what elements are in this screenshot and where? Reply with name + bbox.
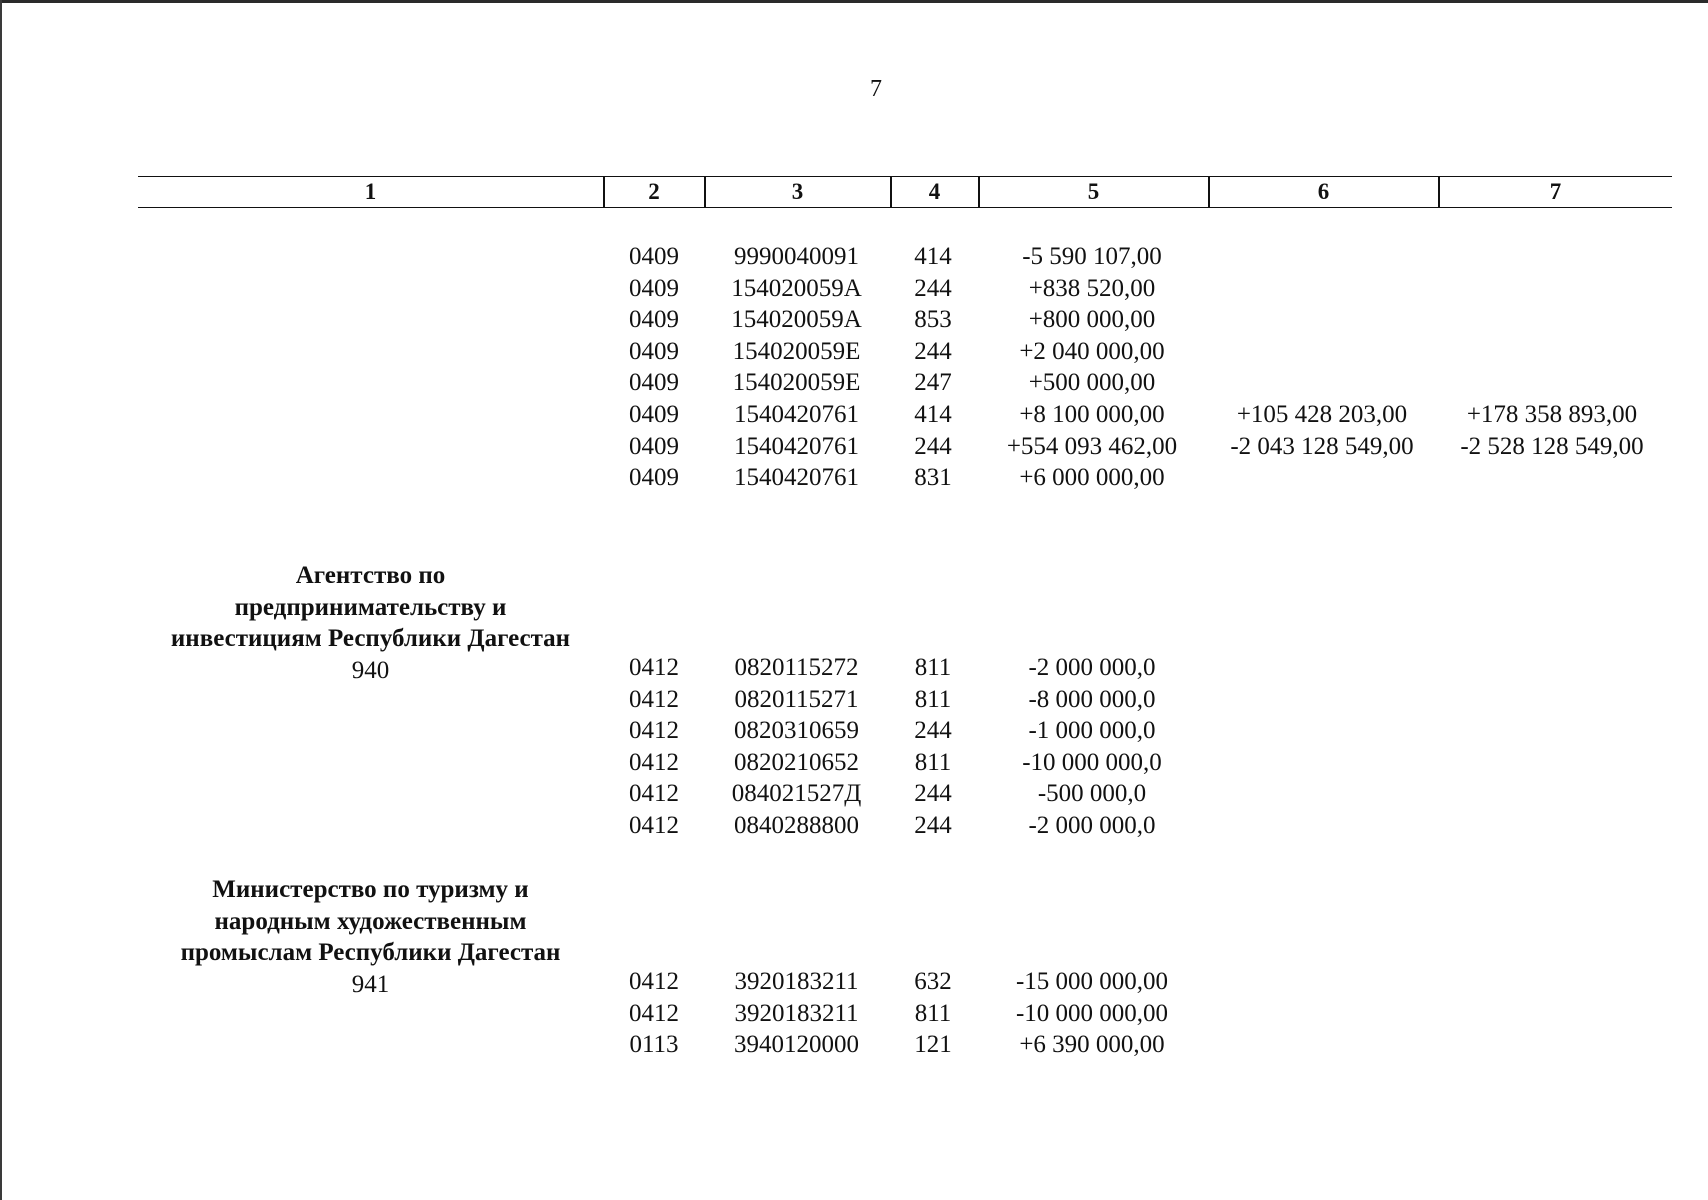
section3-rows [604, 966, 1672, 1061]
cell-amount: -500 000,0 [1037, 780, 1147, 808]
cell-section: 0409 [629, 400, 679, 428]
cell-expense-type: 244 [914, 432, 952, 460]
cell-expense-type: 244 [914, 811, 952, 839]
org-block-941 [138, 874, 603, 1000]
cell-target-article: 9990040091 [734, 243, 859, 270]
cell-amount: +6 390 000,00 [1019, 1031, 1165, 1059]
table-row [604, 652, 1672, 684]
cell-target-article: 1540420761 [734, 400, 859, 428]
cell-amount-year2: +105 428 203,00 [1236, 400, 1408, 428]
cell-target-article: 3920183211 [734, 999, 859, 1027]
cell-expense-type: 811 [914, 748, 952, 776]
cell-amount-year3: +178 358 893,00 [1466, 400, 1638, 428]
cell-target-article: 0820310659 [734, 717, 859, 745]
table-row [604, 998, 1672, 1030]
table-row [604, 304, 1672, 336]
cell-amount: -1 000 000,0 [1028, 717, 1156, 745]
table-row [604, 810, 1672, 842]
org-block-940 [138, 560, 603, 686]
page-number: 7 [870, 76, 882, 102]
org-name-line: народным художественным [214, 907, 527, 935]
cell-section: 0409 [629, 464, 679, 492]
header-col-1: 1 [364, 179, 377, 204]
cell-amount: -2 000 000,0 [1028, 811, 1156, 839]
scan-edge-left [0, 0, 2, 1200]
header-col-7: 7 [1549, 179, 1562, 204]
org-name-line: промыслам Республики Дагестан [180, 939, 561, 966]
cell-amount: +554 093 462,00 [1006, 432, 1178, 460]
cell-section: 0409 [629, 243, 679, 270]
cell-section: 0409 [629, 274, 679, 302]
table-row [604, 336, 1672, 368]
cell-expense-type: 414 [914, 400, 952, 428]
table-row [604, 462, 1672, 494]
cell-target-article: 0820210652 [734, 748, 859, 776]
table-row [604, 747, 1672, 779]
table-row [604, 966, 1672, 998]
table-row [604, 778, 1672, 810]
org-name-line: инвестициям Республики Дагестан [170, 625, 571, 652]
org-name-line: Агентство по [295, 562, 446, 589]
cell-expense-type: 831 [914, 464, 952, 492]
cell-section: 0412 [629, 968, 679, 995]
scan-edge-top [0, 0, 1708, 3]
cell-section: 0412 [629, 654, 679, 681]
table-row [604, 684, 1672, 716]
table-row [604, 715, 1672, 747]
section1-rows [604, 241, 1672, 494]
cell-amount: -8 000 000,0 [1028, 685, 1156, 713]
cell-expense-type: 244 [914, 337, 952, 365]
cell-amount: -5 590 107,00 [1022, 243, 1162, 270]
header-col-3: 3 [791, 179, 804, 204]
cell-target-article: 154020059A [731, 306, 862, 334]
cell-target-article: 0820115271 [734, 685, 859, 713]
cell-target-article: 154020059E [732, 369, 861, 397]
cell-amount-year2: -2 043 128 549,00 [1230, 432, 1414, 460]
table-row [604, 431, 1672, 463]
cell-expense-type: 244 [914, 717, 952, 745]
table-row [604, 399, 1672, 431]
table-row [604, 367, 1672, 399]
cell-target-article: 154020059E [732, 337, 861, 365]
cell-section: 0412 [629, 717, 679, 745]
cell-section: 0412 [629, 999, 679, 1027]
header-col-6: 6 [1317, 179, 1330, 204]
cell-expense-type: 244 [914, 274, 952, 302]
cell-expense-type: 632 [914, 968, 952, 995]
header-col-2: 2 [648, 179, 660, 204]
cell-expense-type: 811 [914, 654, 952, 681]
cell-section: 0113 [629, 1031, 679, 1059]
cell-target-article: 1540420761 [734, 432, 859, 460]
cell-section: 0409 [629, 369, 679, 397]
cell-target-article: 3920183211 [734, 968, 859, 995]
cell-amount-year3: -2 528 128 549,00 [1460, 432, 1644, 460]
cell-amount: +838 520,00 [1028, 274, 1156, 302]
cell-section: 0412 [629, 748, 679, 776]
table-row [604, 1029, 1672, 1061]
cell-expense-type: 247 [914, 369, 952, 397]
cell-amount: +800 000,00 [1028, 306, 1156, 334]
cell-amount: -10 000 000,0 [1022, 748, 1162, 776]
cell-expense-type: 244 [914, 780, 952, 808]
org-code: 941 [351, 970, 390, 998]
org-name-line: предпринимательству и [234, 593, 507, 621]
cell-amount: +500 000,00 [1028, 369, 1156, 397]
org-name-line: Министерство по туризму и [212, 876, 529, 903]
cell-target-article: 3940120000 [734, 1031, 859, 1059]
section2-rows [604, 652, 1672, 842]
cell-section: 0412 [629, 685, 679, 713]
header-col-5: 5 [1087, 179, 1100, 204]
cell-target-article: 084021527Д [731, 780, 862, 808]
cell-target-article: 1540420761 [734, 464, 859, 492]
cell-expense-type: 121 [914, 1031, 952, 1059]
cell-section: 0409 [629, 337, 679, 365]
cell-section: 0409 [629, 306, 679, 334]
cell-section: 0412 [629, 780, 679, 808]
cell-amount: +2 040 000,00 [1019, 337, 1165, 365]
cell-expense-type: 811 [914, 999, 952, 1027]
cell-expense-type: 853 [914, 306, 952, 334]
cell-expense-type: 811 [914, 685, 952, 713]
cell-target-article: 154020059A [731, 274, 862, 302]
org-code: 940 [351, 656, 390, 684]
table-row [604, 241, 1672, 273]
cell-target-article: 0840288800 [734, 811, 859, 839]
cell-amount: +8 100 000,00 [1019, 400, 1165, 428]
cell-amount: +6 000 000,00 [1019, 464, 1165, 492]
cell-section: 0412 [629, 811, 679, 839]
cell-amount: -15 000 000,00 [1015, 968, 1169, 995]
table-row [604, 273, 1672, 305]
cell-amount: -2 000 000,0 [1028, 654, 1156, 681]
cell-section: 0409 [629, 432, 679, 460]
cell-amount: -10 000 000,00 [1015, 999, 1169, 1027]
cell-expense-type: 414 [914, 243, 952, 270]
header-col-4: 4 [928, 179, 941, 204]
cell-target-article: 0820115272 [734, 654, 859, 681]
table-header-row [138, 176, 1672, 208]
